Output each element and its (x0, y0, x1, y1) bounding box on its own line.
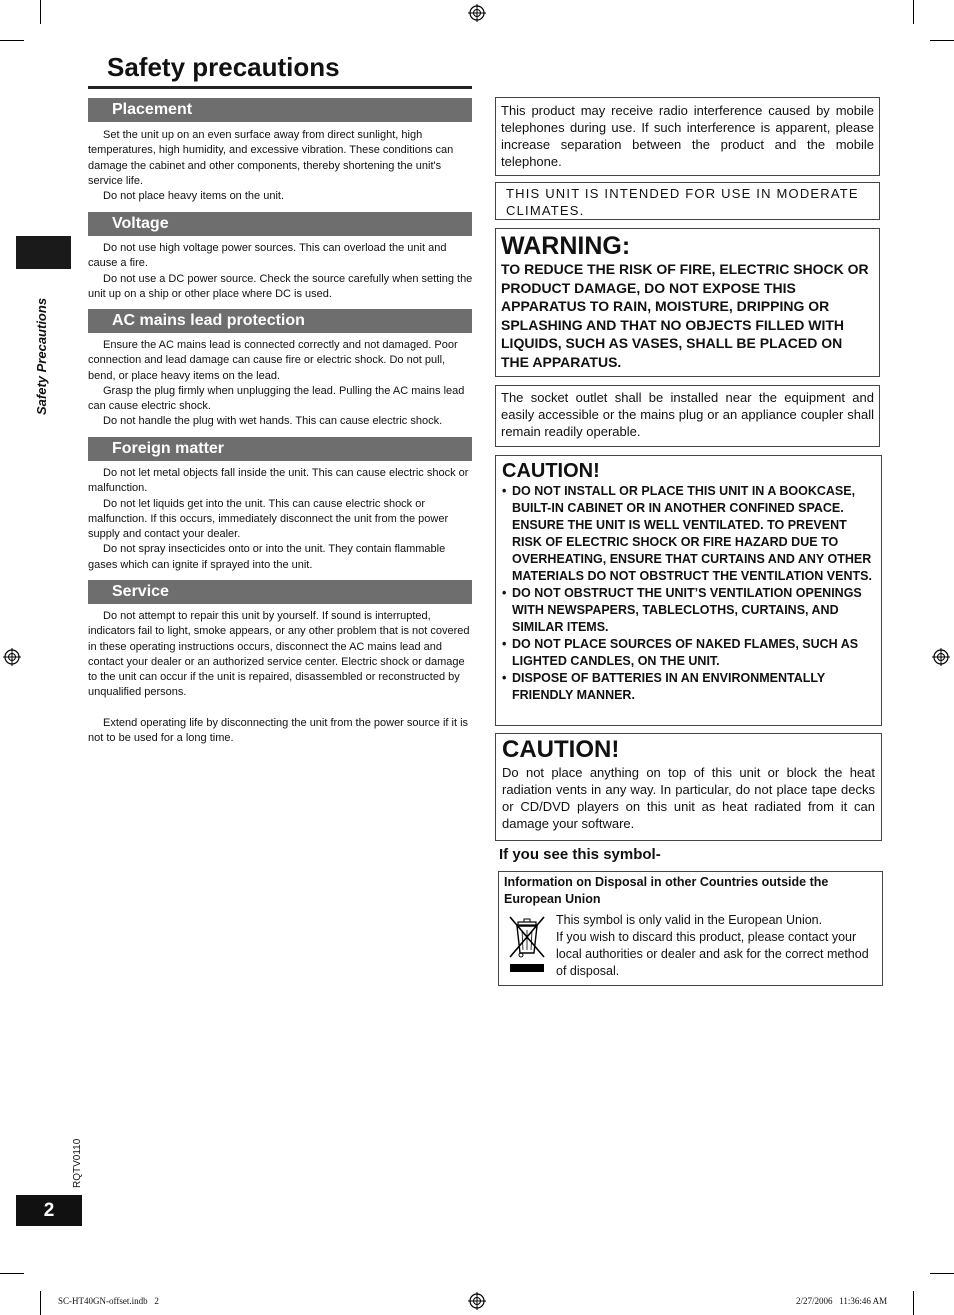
section-heading-voltage: Voltage (88, 212, 472, 236)
radio-interference-text: This product may receive radio interference caused by mobile telephones during use. If such interference is apparent, please increase separation between the product and the mobile telephone. (501, 103, 874, 169)
registration-mark-icon (3, 648, 21, 666)
paragraph: Do not place heavy items on the unit. (103, 190, 284, 203)
paragraph: Do not handle the plug with wet hands. This can cause electric shock. (103, 415, 443, 428)
registration-mark-icon (468, 4, 486, 22)
section-heading-foreign-matter: Foreign matter (88, 437, 472, 461)
footer-file: SC-HT40GN-offset.indb 2 (58, 1296, 159, 1306)
warning-box (495, 228, 880, 377)
crop-mark (930, 40, 954, 41)
paragraph: Extend operating life by disconnecting the unit from the power source if it is not to be used for a long time. (88, 716, 469, 745)
section-body-ac-mains (88, 338, 474, 430)
document-code: RQTV0110 (72, 1138, 83, 1188)
paragraph: Do not use high voltage power sources. This can overload the unit and cause a fire. (88, 242, 447, 270)
climate-text: THIS UNIT IS INTENDED FOR USE IN MODERATE CLIMATES. (506, 186, 859, 218)
crop-mark (0, 40, 24, 41)
crop-mark (40, 1291, 41, 1315)
caution-item: • DO NOT INSTALL OR PLACE THIS UNIT IN A BOOKCASE, BUILT-IN CABINET OR IN ANOTHER CONFINED SPACE. ENSURE THE UNIT IS WELL VENTILATED. TO PREVENT RISK OF ELECTRIC SHOCK OR FIRE HAZARD DUE TO OVERHEATING, ENSURE THAT CURTAINS AND ANY OTHER MATERIALS DO NOT OBSTRUCT THE VENTILATION VENTS. (502, 483, 875, 585)
paragraph: Do not let liquids get into the unit. This can cause electric shock or malfunction. If this occurs, immediately disconnect the unit from the power supply and contact your dealer. (88, 497, 449, 541)
section-body-foreign-matter (88, 466, 474, 573)
registration-mark-icon (932, 648, 950, 666)
side-label: Safety Precautions (34, 297, 49, 415)
section-heading-ac-mains: AC mains lead protection (88, 309, 472, 333)
caution-title: CAUTION! (502, 460, 600, 482)
crop-mark (913, 0, 914, 24)
page-title: Safety precautions (107, 52, 340, 82)
disposal-box (498, 871, 883, 986)
caution-item: • DISPOSE OF BATTERIES IN AN ENVIRONMENTALLY FRIENDLY MANNER. (502, 670, 875, 704)
side-tab-marker (16, 236, 71, 269)
caution-box-1 (495, 455, 882, 726)
section-body-voltage (88, 241, 474, 302)
disposal-title: Information on Disposal in other Countries outside the European Union (504, 875, 829, 906)
section-body-service (88, 609, 474, 746)
warning-body: TO REDUCE THE RISK OF FIRE, ELECTRIC SHOCK OR PRODUCT DAMAGE, DO NOT EXPOSE THIS APPARATUS TO RAIN, MOISTURE, DRIPPING OR SPLASHING AND THAT NO OBJECTS FILLED WITH LIQUIDS, SUCH AS VASES, SHALL BE PLACED ON THE APPARATUS. (501, 261, 869, 370)
caution-item: • DO NOT OBSTRUCT THE UNIT’S VENTILATION OPENINGS WITH NEWSPAPERS, TABLECLOTHS, CURTAINS, AND SIMILAR ITEMS. (502, 585, 875, 636)
disposal-text (556, 912, 880, 980)
paragraph: Do not use a DC power source. Check the source carefully when setting the unit up on a ship or other place where DC is used. (88, 272, 473, 300)
paragraph: Grasp the plug firmly when unplugging the lead. Pulling the AC mains lead can cause electric shock. (88, 384, 465, 413)
title-rule (88, 86, 472, 89)
radio-interference-box (495, 97, 880, 176)
paragraph: Ensure the AC mains lead is connected correctly and not damaged. Poor connection and lead damage can cause fire or electric shock. Do not pull, bend, or place heavy items on the lead. (88, 339, 458, 382)
caution-title: CAUTION! (502, 736, 620, 763)
footer-timestamp: 2/27/2006 11:36:46 AM (796, 1296, 888, 1306)
climate-box (495, 182, 880, 220)
disposal-line: This symbol is only valid in the European Union. (556, 913, 823, 927)
warning-title: WARNING: (501, 232, 631, 260)
paragraph: Do not attempt to repair this unit by yourself. If sound is interrupted, indicators fail to light, smoke appears, or any other problem that is not covered in these operating instructions occurs, disconnect the AC mains lead and contact your dealer or an authorized service center. Electric shock or damage to the unit can occur if the unit is repaired, disassembled or reconstructed by unqualified persons. (88, 610, 470, 699)
caution-body: Do not place anything on top of this unit or block the heat radiation vents in any way. In particular, do not place tape decks or CD/DVD players on this unit as heat radiated from it can damage your software. (502, 765, 875, 831)
crop-mark (0, 1273, 24, 1274)
symbol-heading: If you see this symbol- (499, 846, 661, 863)
crop-mark (930, 1273, 954, 1274)
crop-mark (40, 0, 41, 24)
caution-item: • DO NOT PLACE SOURCES OF NAKED FLAMES, SUCH AS LIGHTED CANDLES, ON THE UNIT. (502, 636, 875, 670)
paragraph: Do not spray insecticides onto or into the unit. They contain flammable gases which can ignite if sprayed into the unit. (88, 543, 446, 571)
disposal-line: If you wish to discard this product, please contact your local authorities or dealer and ask for the correct method of disposal. (556, 930, 869, 978)
socket-outlet-box (495, 385, 880, 447)
section-heading-service: Service (88, 580, 472, 604)
registration-mark-icon (468, 1292, 486, 1310)
crossed-out-bin-icon (507, 913, 547, 975)
paragraph: Set the unit up on an even surface away from direct sunlight, high temperatures, high humidity, and excessive vibration. These conditions can damage the cabinet and other components, thereby shortening the unit's service life. (88, 129, 454, 187)
section-heading-placement: Placement (88, 98, 472, 122)
crop-mark (913, 1291, 914, 1315)
paragraph: Do not let metal objects fall inside the unit. This can cause electric shock or malfunction. (88, 467, 469, 495)
section-body-placement (88, 128, 474, 204)
caution-list (502, 483, 875, 704)
caution-box-2 (495, 733, 882, 841)
socket-outlet-text: The socket outlet shall be installed near the equipment and easily accessible or the mains plug or an appliance coupler shall remain readily operable. (501, 390, 874, 439)
page-number: 2 (16, 1195, 82, 1226)
